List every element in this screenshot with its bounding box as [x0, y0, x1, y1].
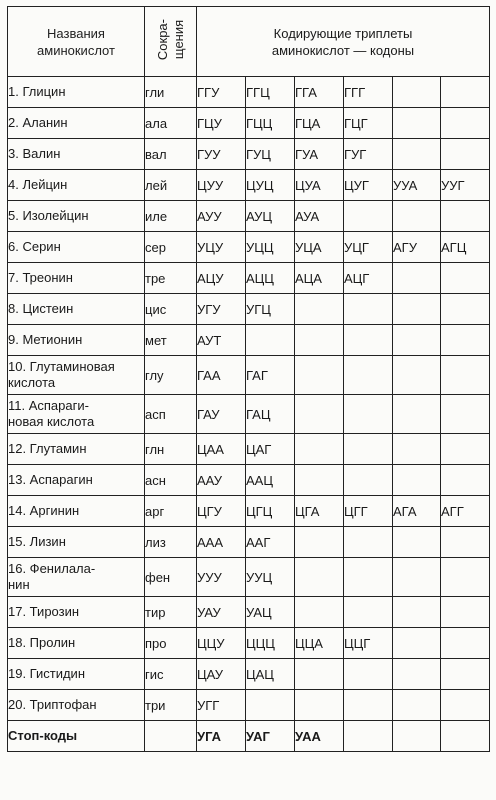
- amino-acid-name: 19. Гистидин: [8, 659, 145, 690]
- codon-cell: [393, 597, 441, 628]
- amino-acid-name: 3. Валин: [8, 139, 145, 170]
- codon-cell: ГЦА: [295, 108, 344, 139]
- codon-cell: [441, 721, 490, 752]
- amino-acid-abbreviation: про: [145, 628, 197, 659]
- header-amino-acid-names: Названия аминокислот: [8, 7, 145, 77]
- table-row: [8, 77, 490, 108]
- codon-cell: ЦУА: [295, 170, 344, 201]
- table-row: [8, 496, 490, 527]
- amino-acid-name: 1. Глицин: [8, 77, 145, 108]
- codon-cell: [441, 263, 490, 294]
- table-row: [8, 325, 490, 356]
- amino-acid-abbreviation: асн: [145, 465, 197, 496]
- table-row: [8, 201, 490, 232]
- table-row: [8, 232, 490, 263]
- amino-acid-name: Стоп-коды: [8, 721, 145, 752]
- codon-cell: [441, 139, 490, 170]
- codon-cell: [246, 690, 295, 721]
- codon-cell: [393, 434, 441, 465]
- amino-acid-name: 7. Треонин: [8, 263, 145, 294]
- amino-acid-name: 9. Метионин: [8, 325, 145, 356]
- codon-cell: [393, 139, 441, 170]
- amino-acid-abbreviation: лей: [145, 170, 197, 201]
- codon-cell: [441, 465, 490, 496]
- codon-cell: ГУЦ: [246, 139, 295, 170]
- amino-acid-abbreviation: глн: [145, 434, 197, 465]
- table-row: [8, 108, 490, 139]
- codon-cell: [344, 294, 393, 325]
- amino-acid-name: 16. Фенилала- нин: [8, 558, 145, 597]
- codon-cell: [441, 659, 490, 690]
- codon-cell: [295, 527, 344, 558]
- codon-cell: УГУ: [197, 294, 246, 325]
- header-codons: Кодирующие триплеты аминокислот — кодоны: [197, 7, 490, 77]
- codon-cell: ЦУУ: [197, 170, 246, 201]
- table-row: [8, 558, 490, 597]
- codon-cell: [295, 690, 344, 721]
- amino-acid-name: 14. Аргинин: [8, 496, 145, 527]
- codon-cell: ГУУ: [197, 139, 246, 170]
- amino-acid-name: 8. Цистеин: [8, 294, 145, 325]
- codon-cell: УАГ: [246, 721, 295, 752]
- codon-cell: [441, 356, 490, 395]
- codon-cell: [441, 395, 490, 434]
- codon-cell: АУА: [295, 201, 344, 232]
- codon-cell: УАУ: [197, 597, 246, 628]
- codon-cell: [344, 597, 393, 628]
- codon-cell: [393, 395, 441, 434]
- codon-cell: [393, 356, 441, 395]
- codon-cell: ГЦЦ: [246, 108, 295, 139]
- codon-cell: ЦУГ: [344, 170, 393, 201]
- codon-cell: [393, 628, 441, 659]
- codon-cell: [344, 558, 393, 597]
- codon-cell: [441, 434, 490, 465]
- codon-cell: ЦЦА: [295, 628, 344, 659]
- codon-cell: ЦУЦ: [246, 170, 295, 201]
- codon-cell: [441, 628, 490, 659]
- codon-cell: [295, 325, 344, 356]
- table-row: [8, 170, 490, 201]
- header-row: [8, 7, 490, 77]
- codon-cell: [441, 527, 490, 558]
- codon-cell: [295, 294, 344, 325]
- codon-cell: [344, 527, 393, 558]
- header-abbreviations-label: Сокра- щения: [154, 19, 186, 61]
- codon-cell: ГГЦ: [246, 77, 295, 108]
- codon-cell: УУУ: [197, 558, 246, 597]
- table-row: [8, 263, 490, 294]
- codon-cell: ГАЦ: [246, 395, 295, 434]
- codon-cell: [344, 434, 393, 465]
- codon-cell: [393, 201, 441, 232]
- codon-cell: [441, 690, 490, 721]
- table-row: [8, 465, 490, 496]
- codon-cell: [295, 597, 344, 628]
- codon-cell: ГГГ: [344, 77, 393, 108]
- codon-cell: УУА: [393, 170, 441, 201]
- codon-cell: АГУ: [393, 232, 441, 263]
- stop-codons-row: [8, 721, 490, 752]
- codon-cell: ЦГУ: [197, 496, 246, 527]
- codon-cell: УУГ: [441, 170, 490, 201]
- amino-acid-abbreviation: ала: [145, 108, 197, 139]
- codon-cell: АГГ: [441, 496, 490, 527]
- codon-cell: [295, 356, 344, 395]
- amino-acid-name: 11. Аспараги- новая кислота: [8, 395, 145, 434]
- codon-cell: ЦЦУ: [197, 628, 246, 659]
- table-row: [8, 527, 490, 558]
- codon-cell: УУЦ: [246, 558, 295, 597]
- codon-cell: ГАА: [197, 356, 246, 395]
- codon-cell: [441, 77, 490, 108]
- amino-acid-abbreviation: гли: [145, 77, 197, 108]
- codon-cell: [393, 325, 441, 356]
- codon-cell: ААГ: [246, 527, 295, 558]
- codon-cell: [393, 465, 441, 496]
- amino-acid-abbreviation: мет: [145, 325, 197, 356]
- amino-acid-abbreviation: арг: [145, 496, 197, 527]
- amino-acid-abbreviation: иле: [145, 201, 197, 232]
- amino-acid-abbreviation: тре: [145, 263, 197, 294]
- codon-cell: [295, 434, 344, 465]
- codon-cell: [393, 558, 441, 597]
- codon-cell: УГА: [197, 721, 246, 752]
- codon-cell: [344, 201, 393, 232]
- codon-cell: АУУ: [197, 201, 246, 232]
- codon-cell: ЦЦЦ: [246, 628, 295, 659]
- codon-cell: [295, 395, 344, 434]
- codon-cell: ГЦГ: [344, 108, 393, 139]
- table-row: [8, 434, 490, 465]
- codon-cell: [344, 721, 393, 752]
- codon-cell: [295, 558, 344, 597]
- codon-cell: [295, 659, 344, 690]
- codon-cell: ААА: [197, 527, 246, 558]
- codon-cell: ЦАУ: [197, 659, 246, 690]
- amino-acid-name: 2. Аланин: [8, 108, 145, 139]
- codon-cell: [344, 659, 393, 690]
- codon-cell: [393, 263, 441, 294]
- amino-acid-name: 18. Пролин: [8, 628, 145, 659]
- codon-cell: ЦАА: [197, 434, 246, 465]
- codon-cell: [441, 325, 490, 356]
- codon-cell: ГАГ: [246, 356, 295, 395]
- amino-acid-name: 20. Триптофан: [8, 690, 145, 721]
- codon-cell: [441, 558, 490, 597]
- table-row: [8, 139, 490, 170]
- codon-cell: [393, 659, 441, 690]
- codon-cell: УЦУ: [197, 232, 246, 263]
- amino-acid-abbreviation: сер: [145, 232, 197, 263]
- codon-cell: АЦЦ: [246, 263, 295, 294]
- codon-cell: [344, 465, 393, 496]
- table-row: [8, 356, 490, 395]
- codon-cell: УЦГ: [344, 232, 393, 263]
- codon-cell: ГГА: [295, 77, 344, 108]
- codon-cell: АЦА: [295, 263, 344, 294]
- codon-cell: АЦГ: [344, 263, 393, 294]
- amino-acid-name: 15. Лизин: [8, 527, 145, 558]
- amino-acid-name: 12. Глутамин: [8, 434, 145, 465]
- codon-cell: ЦГГ: [344, 496, 393, 527]
- amino-acid-name: 17. Тирозин: [8, 597, 145, 628]
- table-row: [8, 395, 490, 434]
- amino-acid-abbreviation: вал: [145, 139, 197, 170]
- codon-cell: УЦА: [295, 232, 344, 263]
- amino-acid-abbreviation: [145, 721, 197, 752]
- codon-table: [7, 6, 490, 752]
- codon-cell: ГГУ: [197, 77, 246, 108]
- codon-cell: ААУ: [197, 465, 246, 496]
- codon-cell: АУЦ: [246, 201, 295, 232]
- amino-acid-name: 13. Аспарагин: [8, 465, 145, 496]
- amino-acid-abbreviation: асп: [145, 395, 197, 434]
- amino-acid-name: 6. Серин: [8, 232, 145, 263]
- amino-acid-abbreviation: три: [145, 690, 197, 721]
- codon-cell: АГА: [393, 496, 441, 527]
- codon-cell: [441, 201, 490, 232]
- codon-cell: УГЦ: [246, 294, 295, 325]
- codon-cell: АЦУ: [197, 263, 246, 294]
- codon-cell: [344, 325, 393, 356]
- table-body: [8, 77, 490, 752]
- codon-cell: [441, 294, 490, 325]
- codon-cell: [393, 77, 441, 108]
- codon-cell: ЦГА: [295, 496, 344, 527]
- codon-cell: [393, 108, 441, 139]
- codon-cell: ЦЦГ: [344, 628, 393, 659]
- codon-cell: [393, 294, 441, 325]
- header-abbreviations: [145, 7, 197, 77]
- table-row: [8, 628, 490, 659]
- codon-cell: ГУА: [295, 139, 344, 170]
- amino-acid-name: 10. Глутаминовая кислота: [8, 356, 145, 395]
- codon-cell: [295, 465, 344, 496]
- codon-cell: [441, 597, 490, 628]
- codon-cell: [441, 108, 490, 139]
- codon-cell: УГГ: [197, 690, 246, 721]
- amino-acid-abbreviation: тир: [145, 597, 197, 628]
- codon-cell: [344, 690, 393, 721]
- codon-cell: [393, 721, 441, 752]
- amino-acid-abbreviation: лиз: [145, 527, 197, 558]
- codon-cell: ААЦ: [246, 465, 295, 496]
- codon-cell: [344, 395, 393, 434]
- codon-cell: [344, 356, 393, 395]
- codon-cell: [393, 690, 441, 721]
- amino-acid-abbreviation: глу: [145, 356, 197, 395]
- table-row: [8, 690, 490, 721]
- codon-cell: ГЦУ: [197, 108, 246, 139]
- codon-cell: УАЦ: [246, 597, 295, 628]
- codon-cell: ЦАЦ: [246, 659, 295, 690]
- codon-cell: АУТ: [197, 325, 246, 356]
- table-row: [8, 294, 490, 325]
- codon-cell: ГАУ: [197, 395, 246, 434]
- codon-cell: УАА: [295, 721, 344, 752]
- codon-cell: УЦЦ: [246, 232, 295, 263]
- table-row: [8, 659, 490, 690]
- amino-acid-name: 4. Лейцин: [8, 170, 145, 201]
- amino-acid-name: 5. Изолейцин: [8, 201, 145, 232]
- table-row: [8, 597, 490, 628]
- codon-cell: ГУГ: [344, 139, 393, 170]
- codon-cell: [393, 527, 441, 558]
- amino-acid-abbreviation: гис: [145, 659, 197, 690]
- codon-cell: АГЦ: [441, 232, 490, 263]
- amino-acid-abbreviation: фен: [145, 558, 197, 597]
- codon-cell: ЦГЦ: [246, 496, 295, 527]
- codon-cell: ЦАГ: [246, 434, 295, 465]
- amino-acid-abbreviation: цис: [145, 294, 197, 325]
- codon-cell: [246, 325, 295, 356]
